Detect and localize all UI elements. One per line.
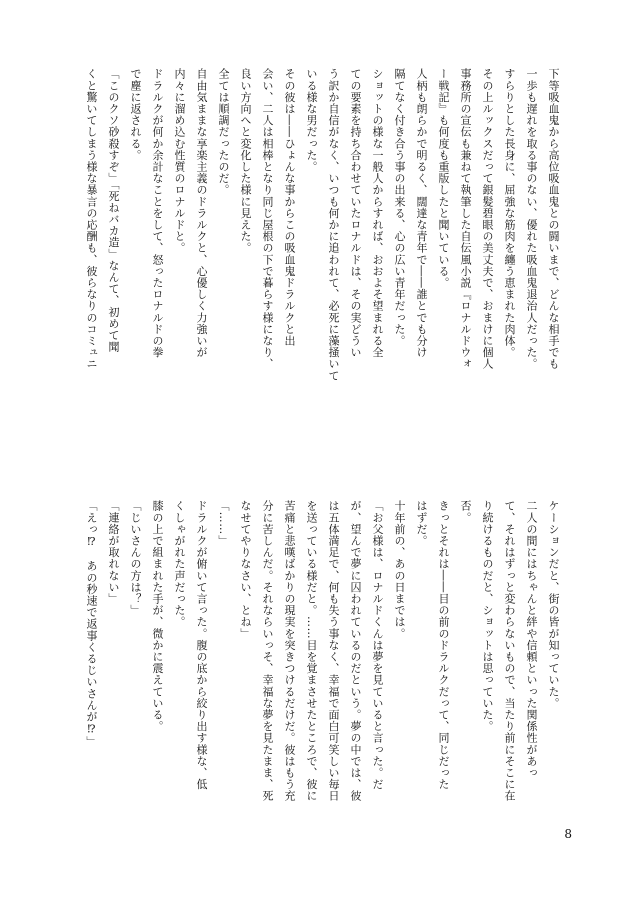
text-line: り続けるものだと、ショットは思っていた。 bbox=[481, 500, 494, 732]
text-line: 「……」 bbox=[217, 500, 230, 547]
text-line: ドラルクが俯いて言った。腹の底から絞り出す様な、低 bbox=[195, 500, 208, 790]
text-line: ー戦記』も何度も重版したと聞いている。 bbox=[437, 68, 450, 289]
text-line: ドラルクが何か余計なことをして、怒ったロナルドの拳 bbox=[151, 68, 164, 358]
text-line: 良い方向へと変化した様に見えた。 bbox=[239, 68, 252, 254]
page-number: 8 bbox=[564, 827, 572, 841]
text-line: ての要素を持ち合わせていたロナルドは、その実どうい bbox=[349, 68, 362, 358]
text-line: 全ては順調だったのだ。 bbox=[217, 68, 230, 196]
text-line: 会い、二人は相棒となり同じ屋根の下で暮らす様になり、 bbox=[261, 68, 274, 370]
text-line: 自由気ままな享楽主義のドラルクと、心優しく力強いが bbox=[195, 68, 208, 358]
lower-text-block bbox=[80, 500, 564, 800]
text-line: なせてやりなさい、とね」 bbox=[239, 500, 252, 640]
text-line: 「お父様は、ロナルドくんは夢を見ていると言った。だ bbox=[371, 500, 384, 790]
text-line: 否。 bbox=[459, 500, 472, 524]
text-line: 分に苦しんだ。それならいっそ、幸福な夢を見たまま、死 bbox=[261, 500, 274, 802]
text-line: 苦痛と悲嘆ばかりの現実を突きつけるだけだ。彼はもう充 bbox=[283, 500, 296, 802]
text-line: 一歩も遅れを取る事のない、優れた吸血鬼退治人だった。 bbox=[525, 68, 538, 370]
text-line: 「連絡が取れない」 bbox=[107, 500, 120, 605]
text-line: きっとそれは――目の前のドラルクだって、同じだった bbox=[437, 500, 450, 790]
text-line: て、それはずっと変わらないもので、当たり前にそこに在 bbox=[503, 500, 516, 802]
text-line: 下等吸血鬼から高位吸血鬼との闘いまで、どんな相手でも bbox=[547, 68, 560, 370]
text-line: 膝の上で組まれた手が、微かに震えている。 bbox=[151, 500, 164, 732]
text-line: で塵に返される。 bbox=[129, 68, 142, 161]
text-line: その彼は――ひょんな事からこの吸血鬼ドラルクと出 bbox=[283, 68, 296, 347]
text-line: ショットの様な一般人からすれば、おおよそ望まれる全 bbox=[371, 68, 384, 358]
text-line: 事務所の宣伝も兼ねて執筆した自伝風小説『ロナルドウォ bbox=[459, 68, 472, 370]
text-line: 人柄も朗らかで明るく、闊達な青年で――誰とでも分け bbox=[415, 68, 428, 358]
text-line: 十年前の、あの日までは。 bbox=[393, 500, 406, 640]
text-line: は五体満足で、何も失う事なく、幸福で面白可笑しい毎日 bbox=[327, 500, 340, 802]
text-line: が、望んで夢に囚われているのだという。夢の中では、彼 bbox=[349, 500, 362, 802]
text-line: いる様な男だった。 bbox=[305, 68, 318, 173]
text-line: その上ルックスだって銀髪碧眼の美丈夫で、おまけに個人 bbox=[481, 68, 494, 370]
text-line: すらりとした長身に、屈強な筋肉を纏う恵まれた肉体。 bbox=[503, 68, 516, 358]
text-line: 内々に溜め込む性質のロナルドと。 bbox=[173, 68, 186, 254]
text-line: 二人の間にはちゃんと絆や信頼といった関係性があっ bbox=[525, 500, 538, 779]
text-line: 「じいさんの方は？」 bbox=[129, 500, 142, 616]
upper-text-block bbox=[80, 68, 564, 478]
text-line: はずだ。 bbox=[415, 500, 428, 547]
text-line: くしゃがれた声だった。 bbox=[173, 500, 186, 628]
text-line: くと驚いてしまう様な暴言の応酬も、彼らなりのコミュニ bbox=[85, 68, 98, 370]
text-line: う訳か自信がなく、いつも何かに追われて、必死に藻掻いて bbox=[327, 68, 340, 382]
text-line: 隔てなく付き合う事の出来る、心の広い青年だった。 bbox=[393, 68, 406, 347]
text-line: ケーションだと、街の皆が知っていた。 bbox=[547, 500, 560, 709]
text-line: を送っている様だと。……目を覚まさせたところで、彼に bbox=[305, 500, 318, 802]
text-line: 「このクソ砂殺すぞ」「死ねバカ造」なんて、初めて聞 bbox=[107, 68, 120, 353]
text-line: 「えっ⁉ あの秒速で返事くるじいさんが⁉」 bbox=[85, 500, 98, 748]
